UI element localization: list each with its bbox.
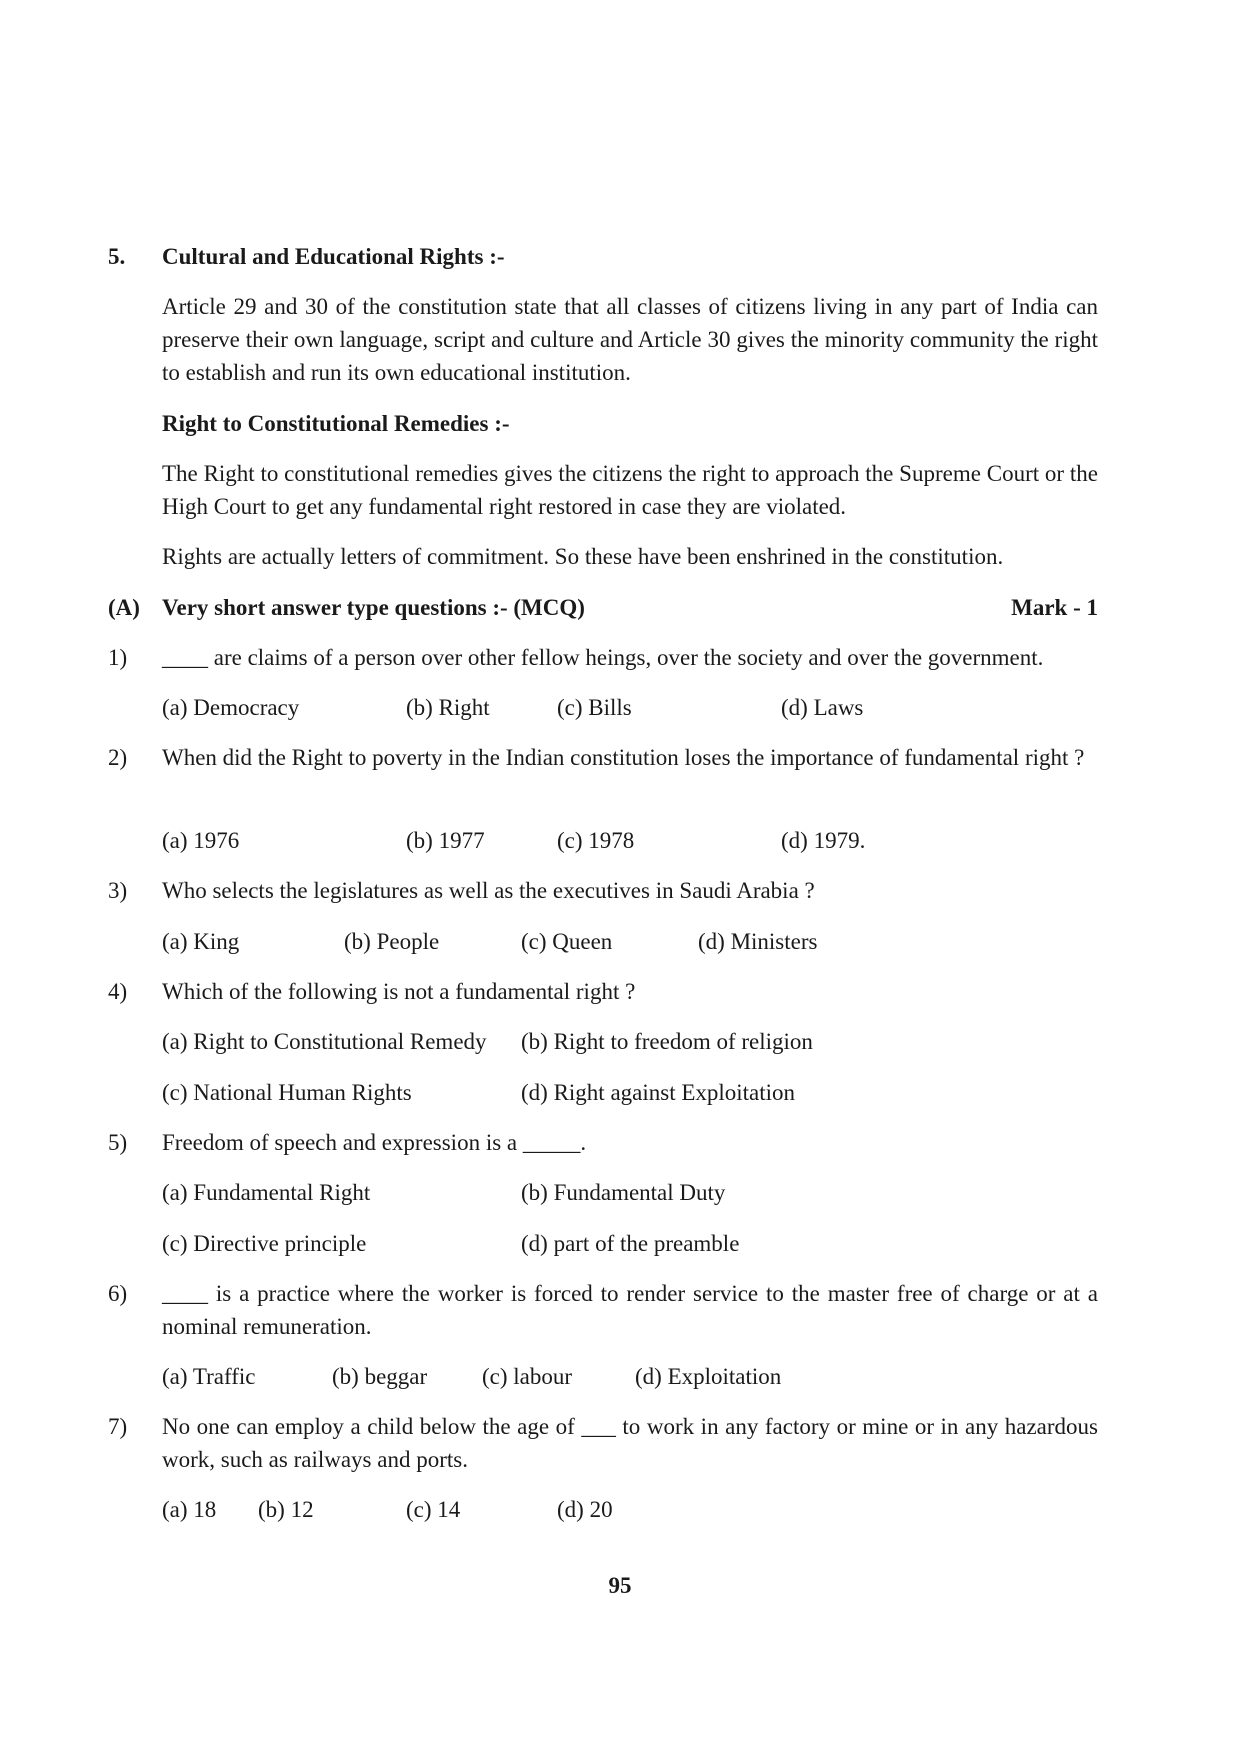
paragraph-text: Article 29 and 30 of the constitution state that all classes of citizens living in any part of India can preserve their own language, script and culture and Article 30 gives the minority community the right to establish and run its own educational institution. [162,294,1098,385]
part-a-label: (A) [108,595,140,620]
question-number: 6) [108,1281,128,1306]
question [108,1410,1098,1476]
question-number: 7) [108,1414,128,1439]
question-number: 2) [108,745,128,770]
question-text: When did the Right to poverty in the Indian constitution loses the importance of fundamental right ? [162,745,1085,770]
question-text: No one can employ a child below the age of ___ to work in any factory or mine or in any hazardous work, such as railways and ports. [162,1414,1098,1472]
question-text: Which of the following is not a fundamental right ? [162,979,636,1004]
subsection-title: Right to Constitutional Remedies :- [162,411,510,436]
option: (a) King [162,929,240,954]
question-text: Freedom of speech and expression is a _____. [162,1130,587,1155]
subsection-paragraph [108,457,1098,523]
option: (c) 1978 [557,828,635,853]
question-number: 5) [108,1130,128,1155]
option: (c) Queen [521,929,613,954]
option: (c) labour [482,1364,573,1389]
paragraph-text: The Right to constitutional remedies gives the citizens the right to approach the Supreme Court or the High Court to get any fundamental right restored in case they are violated. [162,461,1098,519]
part-a-title: Very short answer type questions :- (MCQ) [162,595,585,620]
question-number: 3) [108,878,128,903]
question-text: ____ are claims of a person over other fellow heings, over the society and over the government. [162,645,1044,670]
option: (d) Ministers [698,929,818,954]
page-number: 95 [608,1573,632,1598]
question-text: Who selects the legislatures as well as the executives in Saudi Arabia ? [162,878,815,903]
question-text: ____ is a practice where the worker is forced to render service to the master free of charge or at a nominal remuneration. [162,1281,1098,1339]
part-a-marks: Mark - 1 [1011,595,1098,620]
question [108,741,1098,807]
option: (c) Directive principle [162,1231,367,1256]
option: (d) Exploitation [635,1364,782,1389]
option: (d) 1979. [781,828,866,853]
option: (a) Right to Constitutional Remedy [162,1029,487,1054]
question-number: 4) [108,979,128,1004]
option: (b) 1977 [406,828,485,853]
option: (a) Democracy [162,695,300,720]
option: (d) part of the preamble [521,1231,740,1256]
option: (a) Fundamental Right [162,1180,371,1205]
option: (c) 14 [406,1497,461,1522]
option: (d) 20 [557,1497,613,1522]
section-number: 5. [108,244,126,269]
question-number: 1) [108,645,128,670]
option: (d) Laws [781,695,864,720]
option: (a) 18 [162,1497,217,1522]
section-title: Cultural and Educational Rights :- [162,244,505,269]
option: (b) Right to freedom of religion [521,1029,813,1054]
option: (b) Right [406,695,490,720]
option: (a) 1976 [162,828,240,853]
section-paragraph [108,290,1098,390]
option: (b) 12 [258,1497,314,1522]
paragraph-text: Rights are actually letters of commitment. So these have been enshrined in the constitution. [162,544,1004,569]
option: (d) Right against Exploitation [521,1080,796,1105]
question [108,1277,1098,1343]
option: (b) beggar [332,1364,428,1389]
option: (b) People [344,929,440,954]
option: (c) Bills [557,695,632,720]
option: (a) Traffic [162,1364,256,1389]
option: (b) Fundamental Duty [521,1180,726,1205]
option: (c) National Human Rights [162,1080,412,1105]
